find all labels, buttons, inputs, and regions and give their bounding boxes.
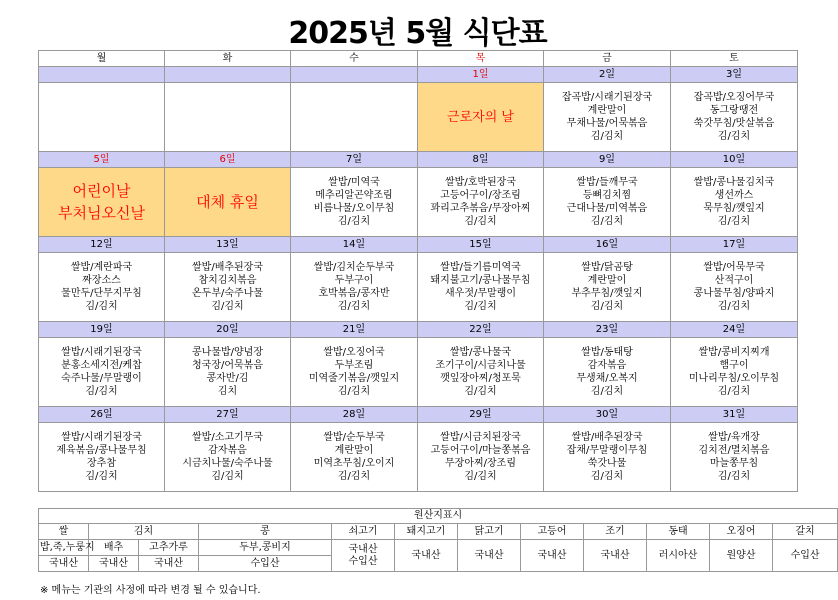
menu-item: 김/김치 <box>337 301 371 312</box>
menu-row <box>39 253 798 322</box>
menu-cell <box>671 423 798 492</box>
menu-cell <box>165 83 291 152</box>
date-cell: 7일 <box>291 152 418 168</box>
menu-item: 잡채/무말랭이무침 <box>566 445 648 456</box>
origin-bean-item: 두부,콩비지 <box>199 540 332 556</box>
menu-item: 계란말이 <box>587 105 627 116</box>
date-cell <box>291 67 418 83</box>
menu-item: 고등어구이/장조림 <box>440 190 521 201</box>
menu-item: 비름나물/오이무침 <box>313 203 395 214</box>
menu-item: 동그랑땡전 <box>709 105 759 116</box>
menu-cell <box>671 338 798 407</box>
origin-bean-value: 수입산 <box>199 556 332 572</box>
menu-item: 쌀밥/오징어국 <box>323 347 385 358</box>
weekday-tue: 화 <box>165 51 291 67</box>
menu-item: 숙주나물/무말랭이 <box>61 373 142 384</box>
date-cell: 12일 <box>39 237 165 253</box>
date-cell: 23일 <box>544 322 671 338</box>
date-row <box>39 67 798 83</box>
date-cell: 17일 <box>671 237 798 253</box>
menu-item: 메추리알곤약조림 <box>315 190 393 201</box>
menu-item: 콩자반/김 <box>206 373 249 384</box>
menu-item: 김/김치 <box>211 471 244 482</box>
origin-header-rice: 쌀 <box>39 524 89 540</box>
menu-item: 쌀밥/배추된장국 <box>192 262 263 273</box>
origin-header-croaker: 조기 <box>584 524 647 540</box>
origin-pollack-value: 러시아산 <box>647 540 710 572</box>
menu-item: 고등어구이/마늘쫑볶음 <box>430 445 531 456</box>
menu-item: 쌀밥/시래기된장국 <box>61 347 142 358</box>
weekday-thu: 목 <box>418 51 544 67</box>
menu-item: 미나리무침/오이무침 <box>688 373 780 384</box>
menu-item: 참치김치볶음 <box>198 275 257 286</box>
menu-item: 깻잎장아찌/청포묵 <box>440 373 521 384</box>
menu-item: 김/김치 <box>717 131 751 142</box>
origin-chicken-value: 국내산 <box>458 540 521 572</box>
menu-item: 두부조림 <box>334 360 374 371</box>
origin-header-chicken: 닭고기 <box>458 524 521 540</box>
date-cell: 28일 <box>291 407 418 423</box>
menu-item: 김치 <box>217 386 238 397</box>
origin-header-hairtail: 갈치 <box>773 524 838 540</box>
menu-cell <box>544 168 671 237</box>
menu-item: 꽈리고추볶음/무장아찌 <box>430 203 531 214</box>
menu-cell <box>165 253 291 322</box>
menu-item: 햄구이 <box>719 360 749 371</box>
origin-croaker-value: 국내산 <box>584 540 647 572</box>
origin-rice-item: 밥,죽,누룽지 <box>39 540 89 556</box>
date-row <box>39 237 798 253</box>
menu-item: 장추참 <box>87 458 116 469</box>
origin-header-kimchi: 김치 <box>89 524 199 540</box>
menu-item: 김/김치 <box>85 301 118 312</box>
date-cell: 20일 <box>165 322 291 338</box>
holiday-label: 근로자의 날 <box>447 109 514 125</box>
menu-item: 쌀밥/미역국 <box>328 177 380 188</box>
menu-row <box>39 83 798 152</box>
menu-item: 두부구이 <box>334 275 374 286</box>
weekday-mon: 월 <box>39 51 165 67</box>
menu-item: 콩나물밥/양념장 <box>192 347 263 358</box>
menu-cell <box>291 253 418 322</box>
menu-cell <box>165 338 291 407</box>
date-cell: 8일 <box>418 152 544 168</box>
origin-title: 원산지표시 <box>39 509 838 524</box>
origin-header-bean: 콩 <box>199 524 332 540</box>
footnote: ※ 메뉴는 기관의 사정에 따라 변경 될 수 있습니다. <box>40 585 261 596</box>
menu-item: 쌀밥/육개장 <box>708 432 760 443</box>
menu-item: 쌀밥/콩나물국 <box>449 347 512 358</box>
menu-item: 김/김치 <box>337 216 371 227</box>
date-cell: 1일 <box>418 67 544 83</box>
date-row <box>39 322 798 338</box>
menu-row <box>39 423 798 492</box>
menu-item: 쌀밥/들깨무국 <box>576 177 638 188</box>
menu-item: 감자볶음 <box>208 445 247 456</box>
menu-item: 쌀밥/호박된장국 <box>445 177 516 188</box>
menu-item: 김/김치 <box>337 471 371 482</box>
weekday-header-row <box>39 51 798 67</box>
origin-beef-value: 국내산 수입산 <box>332 540 395 572</box>
menu-item: 쌀밥/어묵무국 <box>703 262 765 273</box>
menu-item: 김치전/멸치볶음 <box>698 445 770 456</box>
date-cell: 16일 <box>544 237 671 253</box>
origin-header-pork: 돼지고기 <box>395 524 458 540</box>
menu-item: 쌀밥/콩나물김치국 <box>693 177 775 188</box>
holiday-label: 부처님오신날 <box>58 204 145 222</box>
menu-item: 쑥갓나물 <box>587 458 627 469</box>
menu-item: 김/김치 <box>337 386 371 397</box>
menu-cell <box>418 338 544 407</box>
date-row <box>39 407 798 423</box>
date-cell: 31일 <box>671 407 798 423</box>
menu-cell <box>671 253 798 322</box>
menu-item: 분홍소세지전/케찹 <box>61 360 142 371</box>
holiday-cell <box>39 168 165 237</box>
menu-item: 김/김치 <box>590 131 624 142</box>
menu-item: 김/김치 <box>590 386 624 397</box>
meal-calendar <box>38 50 798 492</box>
menu-cell <box>544 253 671 322</box>
menu-item: 쑥갓무침/맛살볶음 <box>693 118 775 129</box>
menu-item: 쌀밥/동태탕 <box>581 347 633 358</box>
origin-kimchi-value: 국내산 <box>139 556 199 572</box>
menu-item: 돼지불고기/콩나물무침 <box>430 275 531 286</box>
origin-kimchi-value: 국내산 <box>89 556 139 572</box>
menu-item: 무장아찌/장조림 <box>445 458 516 469</box>
menu-cell <box>165 423 291 492</box>
menu-item: 쌀밥/배추된장국 <box>571 432 643 443</box>
date-cell <box>165 67 291 83</box>
menu-item: 미역줄기볶음/깻잎지 <box>308 373 400 384</box>
menu-cell <box>39 423 165 492</box>
menu-item: 무채나물/어묵볶음 <box>566 118 648 129</box>
origin-squid-value: 원양산 <box>710 540 773 572</box>
origin-header-beef: 쇠고기 <box>332 524 395 540</box>
date-cell: 15일 <box>418 237 544 253</box>
menu-item: 쌀밥/들기름미역국 <box>440 262 521 273</box>
menu-cell <box>671 83 798 152</box>
menu-item: 잡곡밥/시래기된장국 <box>561 92 653 103</box>
date-row <box>39 152 798 168</box>
date-cell: 2일 <box>544 67 671 83</box>
menu-item: 김/김치 <box>211 301 244 312</box>
menu-item: 근대나물/미역볶음 <box>566 203 648 214</box>
menu-item: 호박볶음/콩자반 <box>318 288 390 299</box>
date-cell: 27일 <box>165 407 291 423</box>
menu-item: 쌀밥/김치순두부국 <box>313 262 395 273</box>
menu-item: 제육볶음/콩나물무침 <box>56 445 147 456</box>
menu-item: 김/김치 <box>85 386 118 397</box>
date-cell: 19일 <box>39 322 165 338</box>
menu-item: 부추무침/깻잎지 <box>571 288 643 299</box>
date-cell: 22일 <box>418 322 544 338</box>
menu-item: 김/김치 <box>590 301 624 312</box>
menu-item: 묵무침/깻잎지 <box>703 203 765 214</box>
menu-item: 생선까스 <box>714 190 754 201</box>
origin-hairtail-value: 수입산 <box>773 540 838 572</box>
menu-item: 계란말이 <box>587 275 627 286</box>
date-cell: 14일 <box>291 237 418 253</box>
date-cell: 24일 <box>671 322 798 338</box>
menu-item: 김/김치 <box>717 216 751 227</box>
menu-item: 김/김치 <box>464 386 497 397</box>
menu-cell <box>544 423 671 492</box>
menu-item: 김/김치 <box>717 386 751 397</box>
date-cell: 29일 <box>418 407 544 423</box>
menu-item: 쌀밥/계란파국 <box>70 262 133 273</box>
date-cell: 21일 <box>291 322 418 338</box>
menu-item: 쌀밥/닭곰탕 <box>581 262 633 273</box>
origin-header-mackerel: 고등어 <box>521 524 584 540</box>
date-cell: 30일 <box>544 407 671 423</box>
menu-cell <box>544 83 671 152</box>
menu-cell <box>671 168 798 237</box>
menu-item: 온두부/숙주나물 <box>192 288 263 299</box>
menu-item: 김/김치 <box>464 216 497 227</box>
menu-item: 청국장/어묵볶음 <box>192 360 263 371</box>
menu-cell <box>39 83 165 152</box>
date-cell: 10일 <box>671 152 798 168</box>
date-cell: 26일 <box>39 407 165 423</box>
menu-row <box>39 168 798 237</box>
menu-cell <box>291 83 418 152</box>
menu-item: 시금치나물/숙주나물 <box>182 458 273 469</box>
origin-mackerel-value: 국내산 <box>521 540 584 572</box>
menu-item: 김/김치 <box>717 301 751 312</box>
menu-item: 등뼈김치찜 <box>582 190 632 201</box>
menu-item: 무생채/오복지 <box>576 373 638 384</box>
weekday-sat: 토 <box>671 51 798 67</box>
menu-item: 산적구이 <box>714 275 754 286</box>
menu-cell <box>39 338 165 407</box>
holiday-label: 어린이날 <box>72 182 131 200</box>
date-cell: 5일 <box>39 152 165 168</box>
menu-item: 김/김치 <box>590 216 624 227</box>
origin-rice-value: 국내산 <box>39 556 89 572</box>
menu-cell <box>291 338 418 407</box>
menu-item: 잡곡밥/오징어무국 <box>693 92 775 103</box>
holiday-label: 대체 휴일 <box>196 193 259 211</box>
origin-header-squid: 오징어 <box>710 524 773 540</box>
page-title: 2025년 5월 식단표 <box>288 16 547 51</box>
date-cell <box>39 67 165 83</box>
origin-kimchi-item: 배추 <box>89 540 139 556</box>
holiday-cell <box>418 83 544 152</box>
menu-item: 감자볶음 <box>587 360 627 371</box>
menu-item: 김/김치 <box>717 471 751 482</box>
menu-cell <box>291 423 418 492</box>
menu-item: 쌀밥/시금치된장국 <box>440 432 521 443</box>
origin-header-pollack: 동태 <box>647 524 710 540</box>
menu-item: 미역초무침/오이지 <box>313 458 395 469</box>
date-cell: 6일 <box>165 152 291 168</box>
menu-item: 김/김치 <box>464 471 497 482</box>
menu-item: 계란말이 <box>334 445 374 456</box>
date-cell: 3일 <box>671 67 798 83</box>
origin-table <box>38 508 838 572</box>
menu-item: 새우젓/무말랭이 <box>445 288 516 299</box>
menu-cell <box>418 423 544 492</box>
date-cell: 13일 <box>165 237 291 253</box>
menu-item: 콩나물무침/양파지 <box>693 288 775 299</box>
date-cell: 9일 <box>544 152 671 168</box>
weekday-fri: 금 <box>544 51 671 67</box>
menu-item: 쌀밥/콩비지찌개 <box>698 347 770 358</box>
menu-cell <box>39 253 165 322</box>
menu-item: 쌀밥/시래기된장국 <box>61 432 142 443</box>
origin-kimchi-item: 고추가루 <box>139 540 199 556</box>
menu-item: 짜장소스 <box>82 275 121 286</box>
menu-item: 조기구이/시금치나물 <box>435 360 526 371</box>
menu-cell <box>544 338 671 407</box>
holiday-cell <box>165 168 291 237</box>
menu-item: 김/김치 <box>590 471 624 482</box>
menu-item: 김/김치 <box>464 301 497 312</box>
menu-cell <box>291 168 418 237</box>
origin-pork-value: 국내산 <box>395 540 458 572</box>
menu-cell <box>418 168 544 237</box>
menu-item: 김/김치 <box>85 471 118 482</box>
weekday-wed: 수 <box>291 51 418 67</box>
menu-item: 마늘쫑무침 <box>709 458 759 469</box>
menu-row <box>39 338 798 407</box>
menu-item: 쌀밥/순두부국 <box>323 432 385 443</box>
menu-cell <box>418 253 544 322</box>
menu-item: 쌀밥/소고기무국 <box>192 432 263 443</box>
menu-item: 물만두/단무지무침 <box>61 288 142 299</box>
